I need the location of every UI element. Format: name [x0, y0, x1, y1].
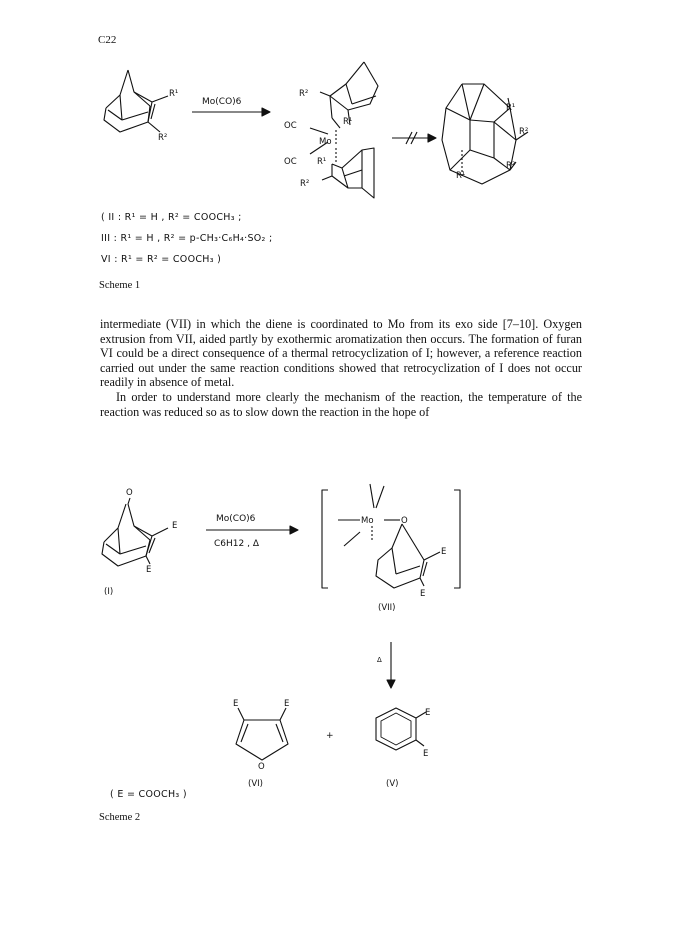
molybdenum-complex-structure: [310, 62, 378, 198]
complex-r2-top: R²: [299, 89, 309, 99]
compound-i-oxygen: O: [126, 488, 133, 498]
complex-mo-label: Mo: [319, 137, 332, 147]
furan-oxygen: O: [258, 762, 265, 772]
heat-symbol: Δ: [377, 656, 382, 664]
compound-i-e-bottom: E: [146, 565, 152, 575]
paragraph-1: intermediate (VII) in which the diene is coordinated to Mo from its exo side [7–10]. Oxygen extrusion from VII, aided partly by exothermic aromatization then occurs. The formation of furan VI could be a direct consequence of a thermal retrocyclization of I; however, a reference reaction carried out under the same reaction conditions showed that retrocyclization of I does not occur readily in absence of metal.: [100, 317, 582, 390]
complex-oc-top: OC: [284, 121, 297, 131]
vii-e-right: E: [441, 547, 447, 557]
product-r1-top: R¹: [506, 103, 516, 113]
benzene-structure: [376, 708, 426, 750]
vii-mo-label: Mo: [361, 516, 374, 526]
furan-structure: [236, 708, 288, 760]
furan-e-right: E: [284, 699, 290, 709]
compound-i-label: (I): [104, 587, 114, 597]
vii-oxygen-label: O: [401, 516, 408, 526]
e-definition: ( E = COOCH₃ ): [110, 789, 187, 800]
benzene-e-bottom: E: [423, 749, 429, 759]
r2-label: R²: [158, 133, 168, 143]
left-bracket: [322, 490, 328, 588]
r1-label: R¹: [169, 89, 179, 99]
page-number: C22: [98, 34, 117, 46]
oxanorbornadiene-structure: [102, 498, 168, 566]
scheme-2-caption: Scheme 2: [99, 812, 141, 823]
legend-line-iii: III : R¹ = H , R² = p-CH₃·C₆H₄·SO₂ ;: [101, 233, 273, 244]
scheme2-reagent-top: Mo(CO)6: [216, 514, 256, 524]
product-r2-bottom: R²: [506, 161, 516, 171]
paragraph-2: In order to understand more clearly the mechanism of the reaction, the temperature of the reaction was reduced so as to slow down the reaction in the hope of: [100, 389, 582, 419]
complex-oc-bottom: OC: [284, 157, 297, 167]
legend-line-vi: VI : R¹ = R² = COOCH₃ ): [101, 254, 222, 265]
scheme-1-figure: [0, 0, 680, 210]
compound-vi-label: (VI): [248, 779, 263, 789]
product-r1-bottom: R¹: [456, 171, 466, 181]
scheme-1-caption: Scheme 1: [99, 280, 141, 291]
complex-r2-bottom: R²: [300, 179, 310, 189]
product-r2-right: R²: [519, 127, 529, 137]
scheme-2-figure: [0, 470, 680, 830]
compound-vii-label: (VII): [378, 603, 396, 613]
benzene-e-top: E: [425, 708, 431, 718]
plus-sign: +: [326, 731, 334, 741]
complex-r1-top: R¹: [343, 117, 353, 127]
furan-e-left: E: [233, 699, 239, 709]
vii-e-bottom: E: [420, 589, 426, 599]
reagent-label: Mo(CO)6: [202, 97, 242, 107]
legend-line-ii: ( II : R¹ = H , R² = COOCH₃ ;: [101, 212, 242, 223]
norbornadiene-structure: [104, 70, 168, 132]
intermediate-vii-structure: [338, 484, 440, 588]
compound-i-e-right: E: [172, 521, 178, 531]
scheme2-reagent-bottom: C6H12 , Δ: [214, 539, 259, 549]
compound-v-label: (V): [386, 779, 399, 789]
complex-r1-bottom: R¹: [317, 157, 327, 167]
body-text: [100, 317, 582, 419]
right-bracket: [454, 490, 460, 588]
